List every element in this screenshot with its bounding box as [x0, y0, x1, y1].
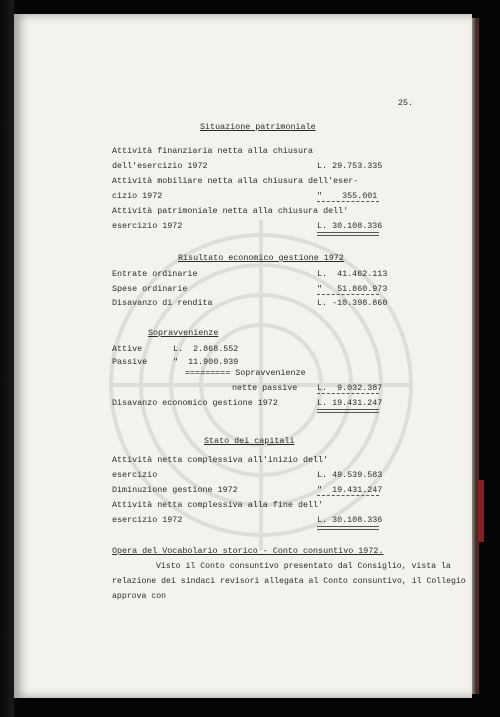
stato-line3: Attività netta complessiva alla fine dell'	[112, 500, 324, 510]
situazione-line1b: dell'esercizio 1972	[112, 161, 208, 171]
stato-line2-value: " 19.431.247	[317, 485, 383, 495]
subtotal-rule	[317, 495, 379, 496]
passive-value: " 11.900.939	[173, 357, 239, 367]
heading-stato-capitali: Stato dei capitali	[204, 436, 295, 446]
situazione-line3b: esercizio 1972	[112, 221, 183, 231]
spese-label: Spese ordinarie	[112, 284, 188, 294]
total-double-rule	[317, 232, 379, 236]
entrate-value: L. 41.462.113	[317, 269, 388, 279]
document-page	[14, 14, 472, 698]
attive-label: Attive	[112, 344, 143, 354]
attive-value: L. 2.868.552	[173, 344, 239, 354]
disavanzo-economico-value: L. 19.431.247	[317, 398, 383, 408]
subtotal-rule	[317, 294, 379, 295]
entrate-label: Entrate ordinarie	[112, 269, 198, 279]
page-edge	[472, 18, 479, 694]
nette-passive-value: L. 9.032.387	[317, 383, 383, 393]
total-double-rule	[317, 409, 379, 413]
heading-situazione: Situazione patrimoniale	[200, 122, 316, 132]
stato-line2: Diminuzione gestione 1972	[112, 485, 238, 495]
situazione-line2: Attività mobiliare netta alla chiusura dell'eser-	[112, 176, 359, 186]
situazione-line3-value: L. 30.108.336	[317, 221, 383, 231]
disavanzo-rendita-value: L. -10.398.860	[317, 298, 388, 308]
stato-line1-value: L. 49.539.583	[317, 470, 383, 480]
bookmark-ribbon	[478, 480, 484, 542]
stato-line1b: esercizio	[112, 470, 158, 480]
paragraph-line-2: relazione dei sindaci revisori allegata al Conto consuntivo, il Collegio	[112, 577, 466, 586]
situazione-line2-value: " 355.001	[317, 191, 378, 201]
heading-opera-vocabolario: Opera del Vocabolario storico - Conto consuntivo 1972.	[112, 546, 384, 556]
stato-line1: Attività netta complessiva all'inizio dell'	[112, 455, 329, 465]
disavanzo-economico-label: Disavanzo economico gestione 1972	[112, 398, 278, 408]
heading-risultato: Risultato economico gestione 1972	[178, 253, 344, 263]
situazione-line2b: cizio 1972	[112, 191, 163, 201]
situazione-line1-value: L. 29.753.335	[317, 161, 383, 171]
subtotal-rule	[317, 201, 379, 202]
nette-passive-label: nette passive	[232, 383, 298, 393]
situazione-line1: Attività finanziaria netta alla chiusura	[112, 146, 314, 156]
heading-sopravvenienze: Sopravvenienze	[148, 328, 219, 338]
paragraph-line-1: Visto il Conto consuntivo presentato dal Consiglio, vista la	[156, 562, 451, 571]
page-number: 25.	[398, 98, 414, 108]
situazione-line3: Attività patrimoniale netta alla chiusura dell'	[112, 206, 349, 216]
total-double-rule	[317, 526, 379, 530]
spese-value: " 51.860.973	[317, 284, 388, 294]
passive-label: Passive	[112, 357, 148, 367]
disavanzo-rendita-label: Disavanzo di rendita	[112, 298, 213, 308]
sopravvenienze-label: ========= Sopravvenienze	[185, 368, 306, 378]
stato-line3-value: L. 30.108.336	[317, 515, 383, 525]
paragraph-line-3: approva con	[112, 592, 167, 601]
binding-shadow	[0, 0, 14, 717]
stato-line3b: esercizio 1972	[112, 515, 183, 525]
subtotal-rule	[317, 393, 379, 394]
